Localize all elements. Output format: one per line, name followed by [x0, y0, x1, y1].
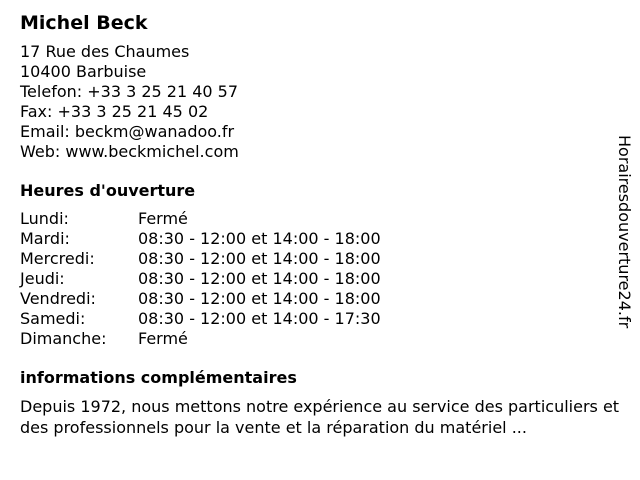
day-hours: 08:30 - 12:00 et 14:00 - 18:00 — [138, 269, 381, 288]
business-name: Michel Beck — [20, 12, 148, 34]
additional-info-title: informations complémentaires — [20, 368, 297, 387]
day-hours: 08:30 - 12:00 et 14:00 - 17:30 — [138, 309, 381, 328]
day-label: Lundi: — [20, 209, 69, 228]
phone-number: Telefon: +33 3 25 21 40 57 — [20, 82, 239, 101]
day-label: Mercredi: — [20, 249, 95, 268]
day-label: Mardi: — [20, 229, 70, 248]
day-hours: Fermé — [138, 329, 188, 348]
website: Web: www.beckmichel.com — [20, 142, 239, 161]
hours-row-monday — [20, 209, 620, 229]
address-city: 10400 Barbuise — [20, 62, 147, 81]
hours-row-friday — [20, 289, 620, 309]
hours-row-saturday — [20, 309, 620, 329]
opening-hours-table — [20, 209, 620, 349]
address-street: 17 Rue des Chaumes — [20, 42, 190, 61]
additional-info-description: Depuis 1972, nous mettons notre expérience au service des particuliers et des professionnels pour la vente et la réparation du matériel ... — [20, 397, 620, 437]
business-card — [20, 10, 620, 438]
hours-row-tuesday — [20, 229, 620, 249]
day-label: Vendredi: — [20, 289, 96, 308]
opening-hours-title: Heures d'ouverture — [20, 181, 196, 200]
day-hours: Fermé — [138, 209, 188, 228]
day-label: Dimanche: — [20, 329, 107, 348]
day-hours: 08:30 - 12:00 et 14:00 - 18:00 — [138, 229, 381, 248]
day-label: Samedi: — [20, 309, 86, 328]
day-hours: 08:30 - 12:00 et 14:00 - 18:00 — [138, 249, 381, 268]
site-watermark: Horairesdouverture24.fr — [615, 135, 634, 329]
email-address: Email: beckm@wanadoo.fr — [20, 122, 235, 141]
hours-row-thursday — [20, 269, 620, 289]
hours-row-wednesday — [20, 249, 620, 269]
day-hours: 08:30 - 12:00 et 14:00 - 18:00 — [138, 289, 381, 308]
day-label: Jeudi: — [20, 269, 65, 288]
hours-row-sunday — [20, 329, 620, 349]
fax-number: Fax: +33 3 25 21 45 02 — [20, 102, 209, 121]
